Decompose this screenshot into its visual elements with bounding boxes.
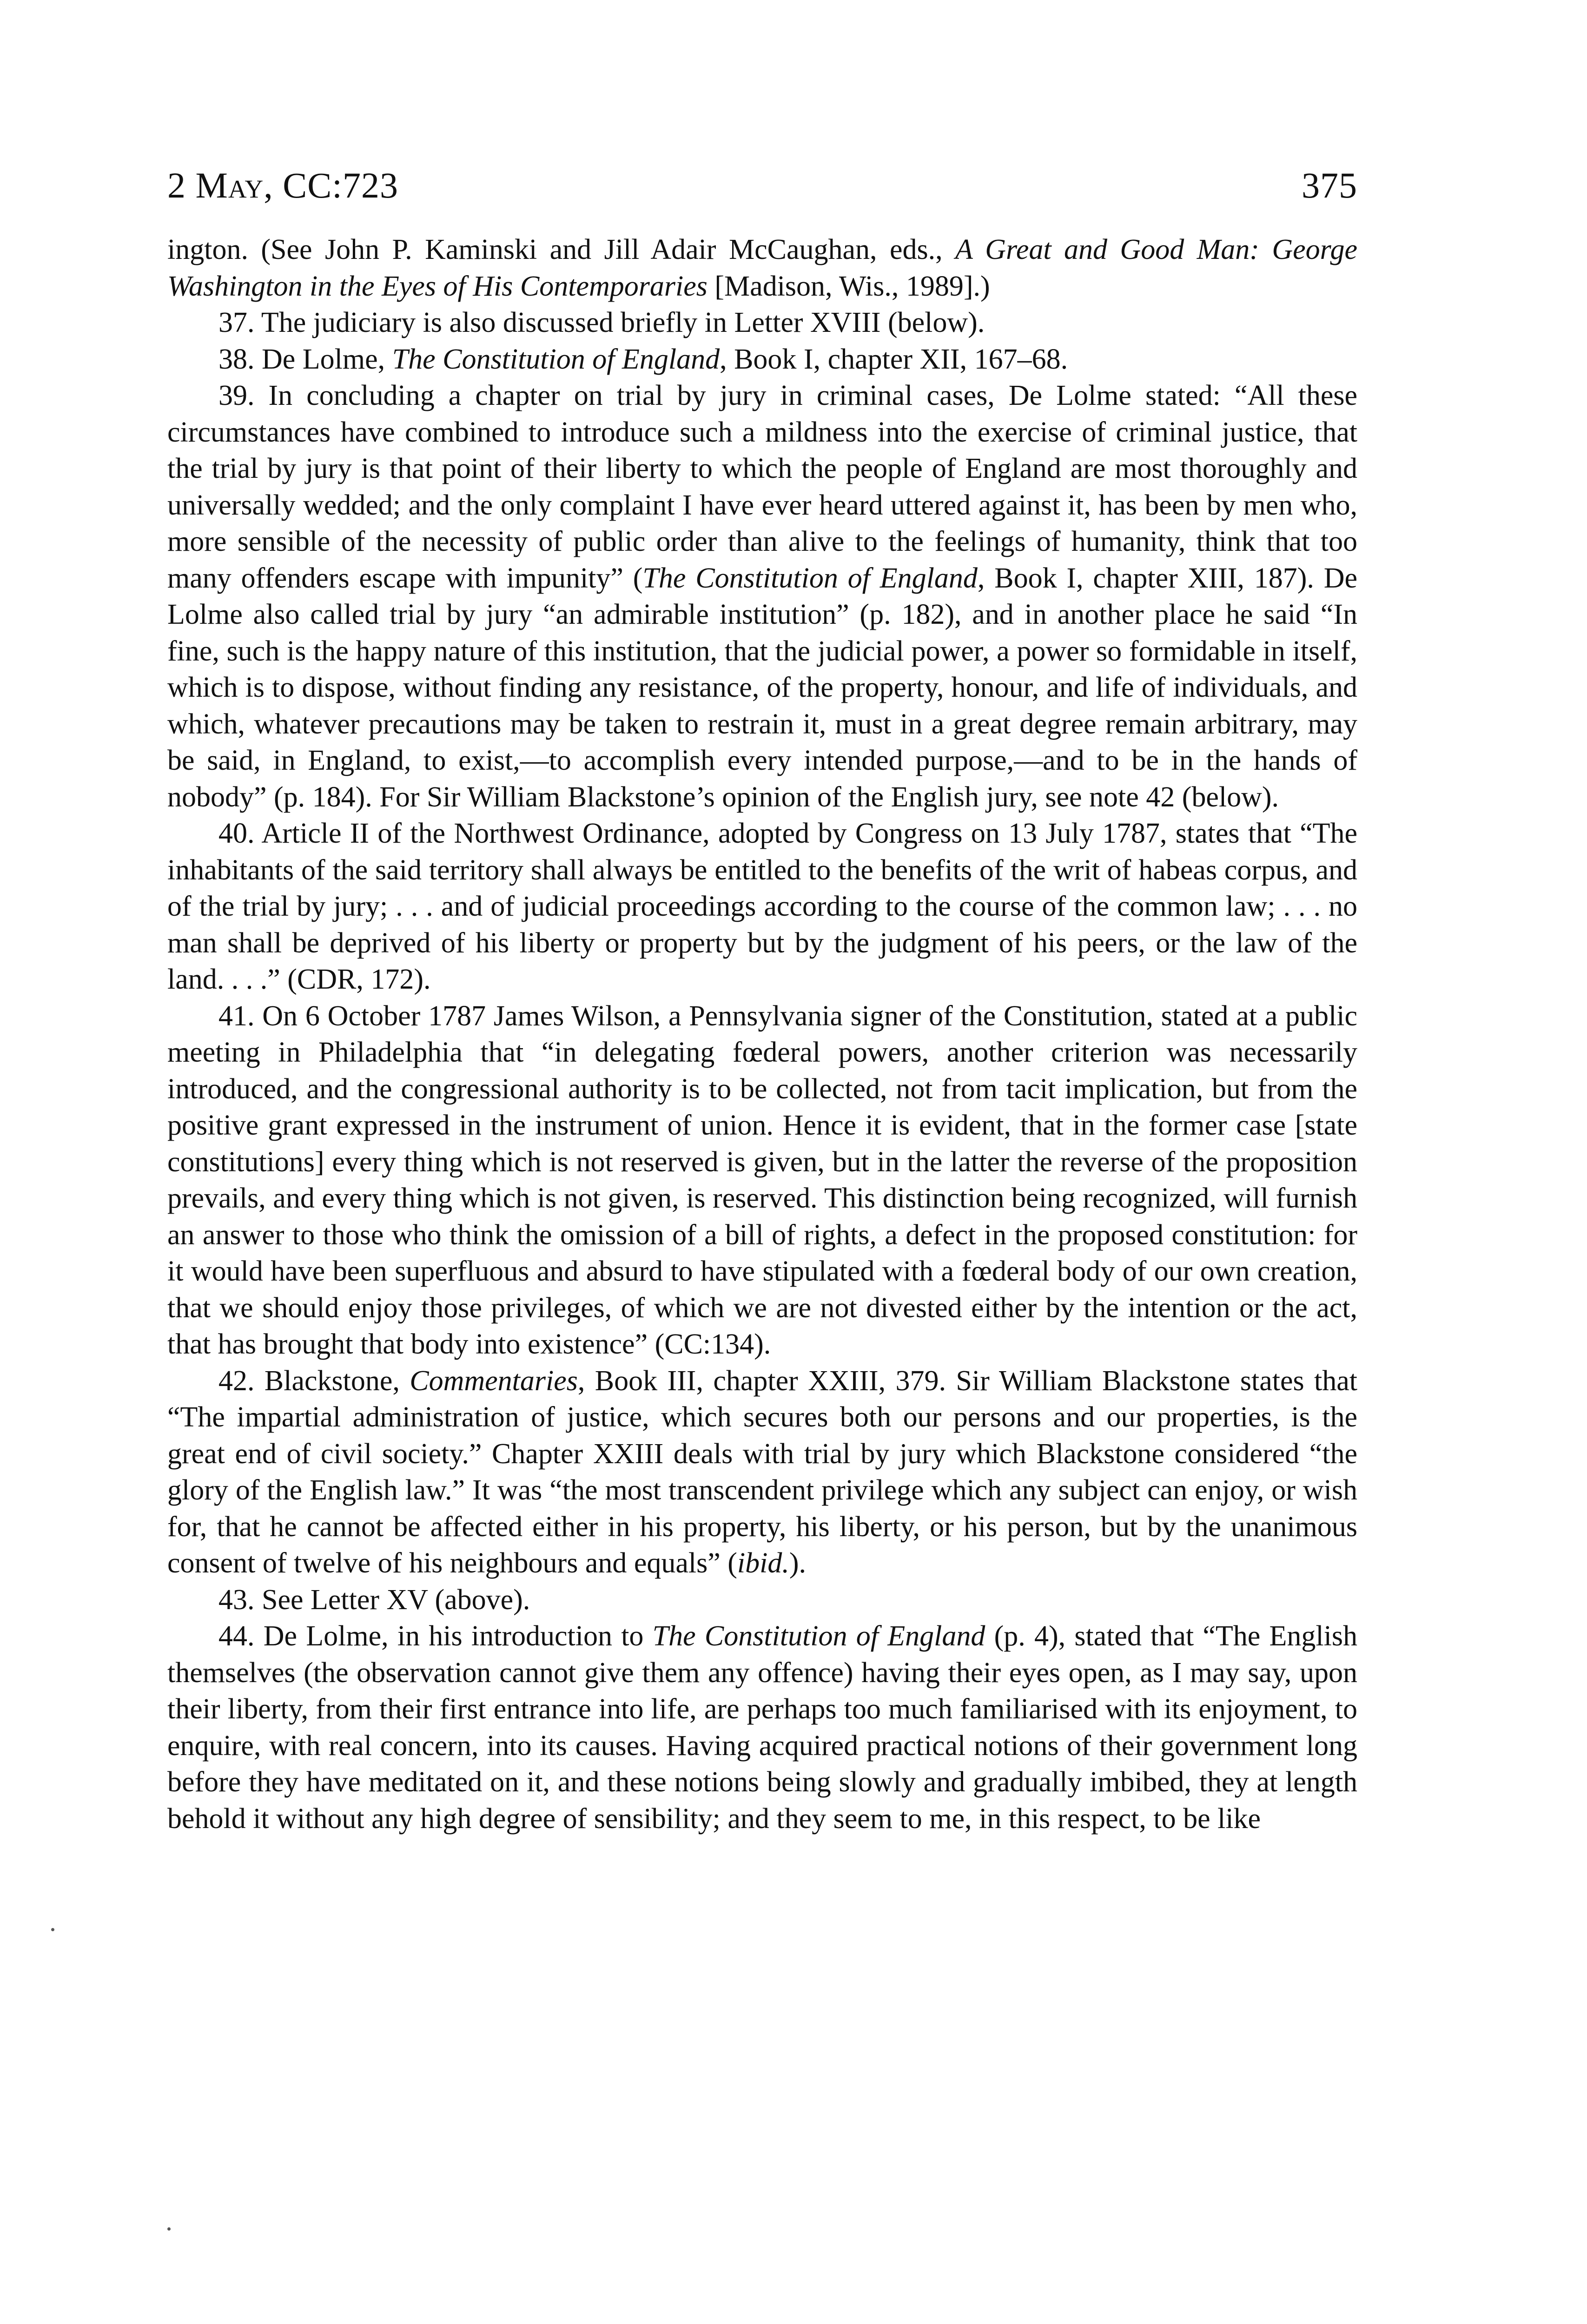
- note-text: (p. 4), stated that “The English themselves (the observation cannot give them any offence) having their eyes open, as I may say, upon their liberty, from their first entrance into life, are perhaps too much familiarised with its enjoyment, to enquire, with real concern, into its causes. Having acquired practical notions of their government long before they have meditated on it, and these notions being slowly and gradually imbibed, they at length behold it without any high degree of sensibility; and they seem to me, in this respect, to be like: [167, 1620, 1357, 1835]
- scan-speck: [167, 2227, 171, 2231]
- endnote-44: [167, 1618, 1357, 1837]
- note-text: , Book I, chapter XII, 167–68.: [720, 343, 1068, 375]
- italic-title: The Constitution of England: [652, 1620, 985, 1652]
- note-text: 41. On 6 October 1787 James Wilson, a Pennsylvania signer of the Constitution, stated at a public meeting in Philadelphia that “in delegating fœderal powers, another criterion was necessarily introduced, and the congressional authority is to be collected, not from tacit implication, but from the positive grant expressed in the instrument of union. Hence it is evident, that in the former case [state constitutions] every thing which is not reserved is given, but in the latter the reverse of the proposition prevails, and every thing which is not given, is reserved. This distinction being recognized, will furnish an answer to those who think the omission of a bill of rights, a defect in the proposed constitution: for it would have been superfluous and absurd to have stipulated with a fœderal body of our own creation, that we should enjoy those privileges, of which we are not divested either by the intention or the act, that has brought that body into existence” (CC:134).: [167, 1000, 1357, 1360]
- note-text: 37. The judiciary is also discussed briefly in Letter XVIII (below).: [218, 307, 985, 338]
- endnote-37: [167, 304, 1357, 341]
- endnote-39: [167, 377, 1357, 815]
- endnote-41: [167, 998, 1357, 1363]
- note-text: ington. (See John P. Kaminski and Jill Adair McCaughan, eds.,: [167, 234, 956, 265]
- italic-title: The Constitution of England: [642, 562, 978, 594]
- note-text: ).: [789, 1547, 807, 1579]
- note-text: [Madison, Wis., 1989].): [707, 270, 990, 302]
- italic-title: A Great and Good Man: George Washington in the Eyes of His Contemporaries: [167, 234, 1357, 302]
- endnote-continuation: [167, 231, 1357, 304]
- running-head-date: [167, 167, 398, 204]
- note-text: , Book I, chapter XIII, 187). De Lolme also called trial by jury “an admirable institution” (p. 182), and in another place he said “In fine, such is the happy nature of this institution, that the judicial power, a power so formidable in itself, which is to dispose, without finding any resistance, of the property, honour, and life of individuals, and which, whatever precautions may be taken to restrain it, must in a great degree remain arbitrary, may be said, in England, to exist,—to accomplish every intended purpose,—and to be in the hands of nobody” (p. 184). For Sir William Blackstone’s opinion of the English jury, see note 42 (below).: [167, 562, 1357, 813]
- italic-title: ibid.: [737, 1547, 789, 1579]
- running-head-document-id: , CC:723: [264, 165, 398, 205]
- note-text: 43. See Letter XV (above).: [218, 1584, 530, 1616]
- endnotes: [167, 231, 1357, 1837]
- scan-speck: [51, 1928, 54, 1931]
- note-text: 38. De Lolme,: [218, 343, 392, 375]
- running-head-prefix: 2: [167, 165, 196, 205]
- note-text: 42. Blackstone,: [218, 1365, 410, 1397]
- document-page: [167, 167, 1357, 1837]
- endnote-43: [167, 1582, 1357, 1618]
- running-head-month: May: [195, 165, 264, 205]
- note-text: , Book III, chapter XXIII, 379. Sir William Blackstone states that “The impartial administration of justice, which secures both our persons and our properties, is the great end of civil society.” Chapter XXIII deals with trial by jury which Blackstone considered “the glory of the English law.” It was “the most transcendent privilege which any subject can enjoy, or wish for, that he cannot be affected either in his property, his liberty, or his person, but by the unanimous consent of twelve of his neighbours and equals” (: [167, 1365, 1357, 1579]
- endnote-38: [167, 341, 1357, 378]
- note-text: 44. De Lolme, in his introduction to: [218, 1620, 653, 1652]
- running-head: [167, 167, 1357, 204]
- italic-title: The Constitution of England: [392, 343, 720, 375]
- italic-title: Commentaries: [410, 1365, 578, 1397]
- note-text: 39. In concluding a chapter on trial by jury in criminal cases, De Lolme stated: “All these circumstances have combined to introduce such a mildness into the exercise of criminal justice, that the trial by jury is that point of their liberty to which the people of England are most thoroughly and universally wedded; and the only complaint I have ever heard uttered against it, has been by men who, more sensible of the necessity of public order than alive to the feelings of humanity, think that too many offenders escape with impunity” (: [167, 380, 1357, 594]
- note-text: 40. Article II of the Northwest Ordinance, adopted by Congress on 13 July 1787, states that “The inhabitants of the said territory shall always be entitled to the benefits of the writ of habeas corpus, and of the trial by jury; . . . and of judicial proceedings according to the course of the common law; . . . no man shall be deprived of his liberty or property but by the judgment of his peers, or the law of the land. . . .” (CDR, 172).: [167, 818, 1357, 995]
- endnote-40: [167, 815, 1357, 998]
- page-number: 375: [1302, 165, 1357, 205]
- endnote-42: [167, 1363, 1357, 1582]
